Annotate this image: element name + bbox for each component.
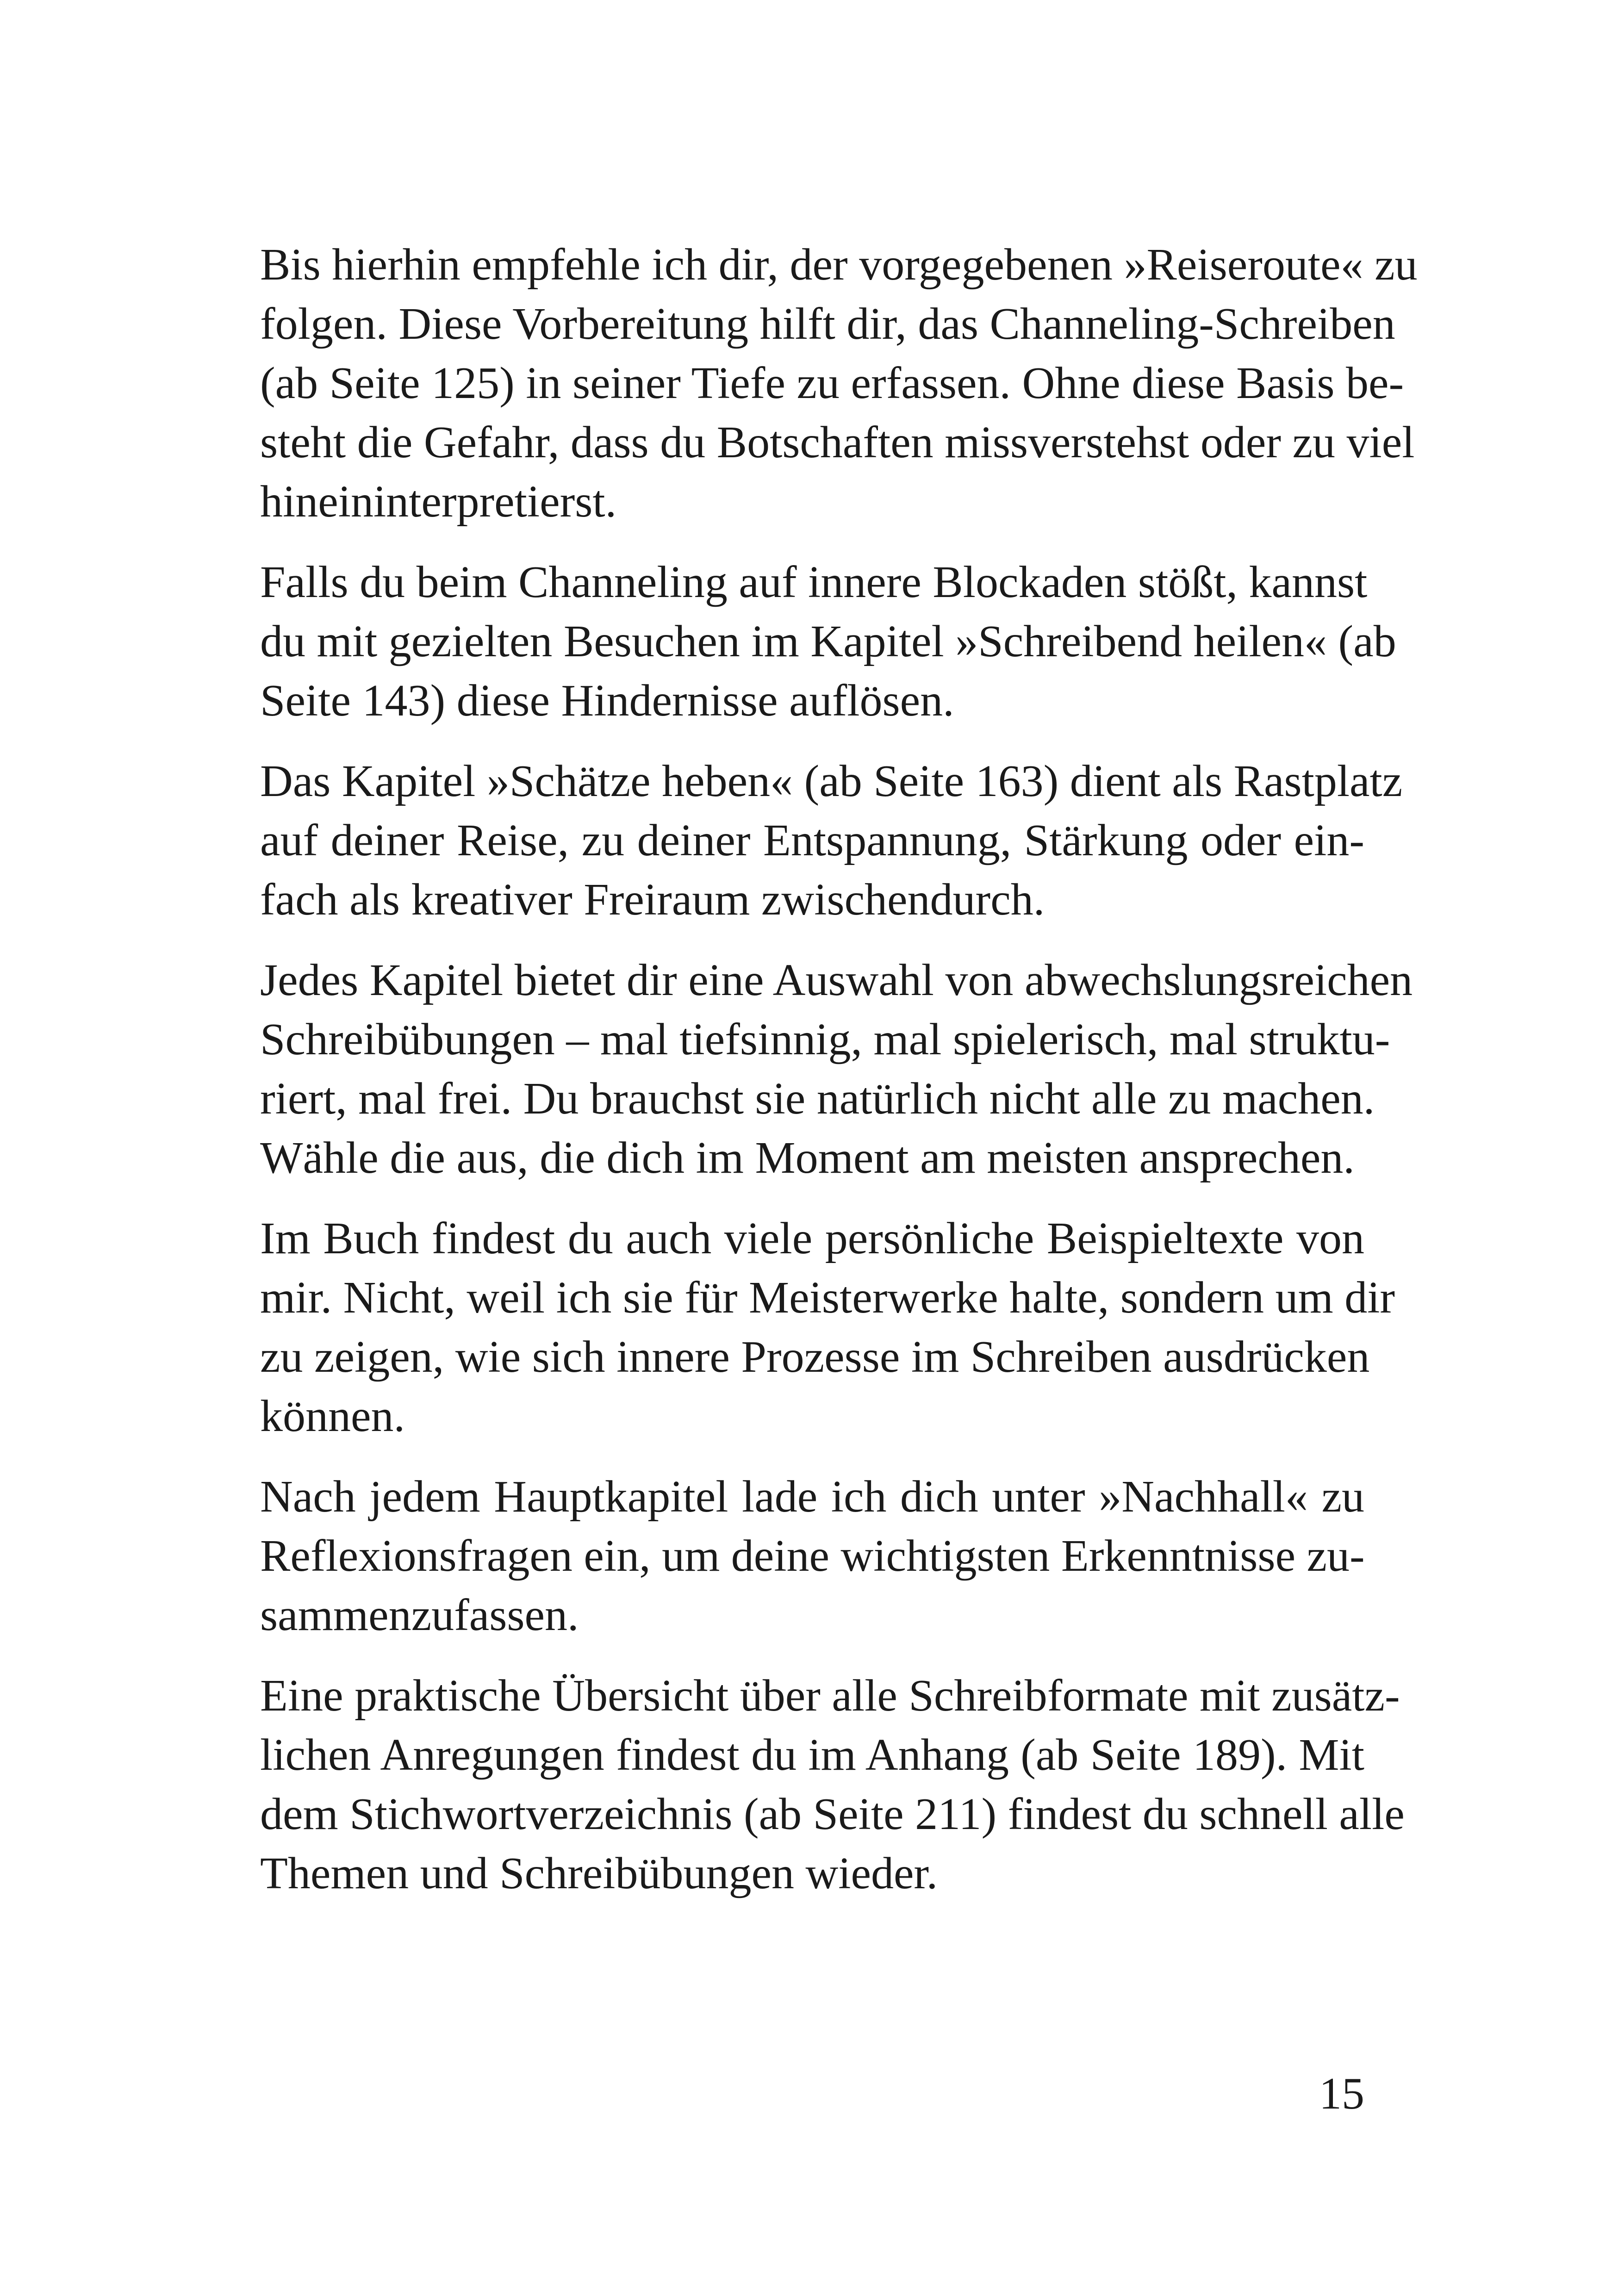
text-line: Jedes Kapitel bietet dir eine Auswahl von abwechslungsreichen <box>260 955 1413 1005</box>
paragraph-schreibuebungen <box>260 951 1413 1188</box>
text-line: Themen und Schreibübungen wieder. <box>260 1848 938 1898</box>
text-line: dem Stichwortverzeichnis (ab Seite 211) findest du schnell alle <box>260 1789 1405 1839</box>
text-line: steht die Gefahr, dass du Botschaften missverstehst oder zu viel <box>260 417 1415 467</box>
text-line: Schreibübungen – mal tiefsinnig, mal spielerisch, mal struktu- <box>260 1014 1390 1064</box>
text-line: lichen Anregungen findest du im Anhang (ab Seite 189). Mit <box>260 1730 1364 1780</box>
text-line: mir. Nicht, weil ich sie für Meisterwerke halte, sondern um dir <box>260 1273 1395 1323</box>
paragraph-schaetze-heben <box>260 752 1403 929</box>
text-line: Nach jedem Hauptkapitel lade ich dich unter »Nachhall« zu <box>260 1472 1364 1522</box>
text-line: auf deiner Reise, zu deiner Entspannung, Stärkung oder ein- <box>260 815 1364 865</box>
text-line: Im Buch findest du auch viele persönliche Beispieltexte von <box>260 1213 1364 1263</box>
text-line: Eine praktische Übersicht über alle Schreibformate mit zusätz- <box>260 1671 1400 1721</box>
text-line: Wähle die aus, die dich im Moment am meisten ansprechen. <box>260 1133 1355 1183</box>
text-line: folgen. Diese Vorbereitung hilft dir, das Channeling-Schreiben <box>260 299 1395 349</box>
text-line: Seite 143) diese Hindernisse auflösen. <box>260 676 954 726</box>
paragraph-anhang <box>260 1666 1405 1903</box>
text-line: sammenzufassen. <box>260 1590 579 1640</box>
text-line: du mit gezielten Besuchen im Kapitel »Schreibend heilen« (ab <box>260 616 1396 666</box>
body-text <box>260 235 1418 1924</box>
text-line: riert, mal frei. Du brauchst sie natürlich nicht alle zu machen. <box>260 1074 1375 1124</box>
paragraph-nachhall <box>260 1467 1364 1645</box>
text-line: (ab Seite 125) in seiner Tiefe zu erfassen. Ohne diese Basis be- <box>260 358 1404 408</box>
text-line: können. <box>260 1391 405 1441</box>
paragraph-reiseroute <box>260 235 1418 531</box>
text-line: Das Kapitel »Schätze heben« (ab Seite 163) dient als Rastplatz <box>260 756 1403 806</box>
paragraph-beispieltexte <box>260 1209 1395 1446</box>
text-line: Bis hierhin empfehle ich dir, der vorgegebenen »Reiseroute« zu <box>260 240 1418 290</box>
paragraph-blockaden <box>260 553 1396 730</box>
text-line: fach als kreativer Freiraum zwischendurch. <box>260 875 1045 925</box>
page-number: 15 <box>1319 2069 1364 2119</box>
text-line: Falls du beim Channeling auf innere Blockaden stößt, kannst <box>260 557 1368 607</box>
text-line: hineininterpretierst. <box>260 477 617 527</box>
text-line: zu zeigen, wie sich innere Prozesse im Schreiben ausdrücken <box>260 1332 1370 1382</box>
text-line: Reflexionsfragen ein, um deine wichtigsten Erkenntnisse zu- <box>260 1531 1365 1581</box>
